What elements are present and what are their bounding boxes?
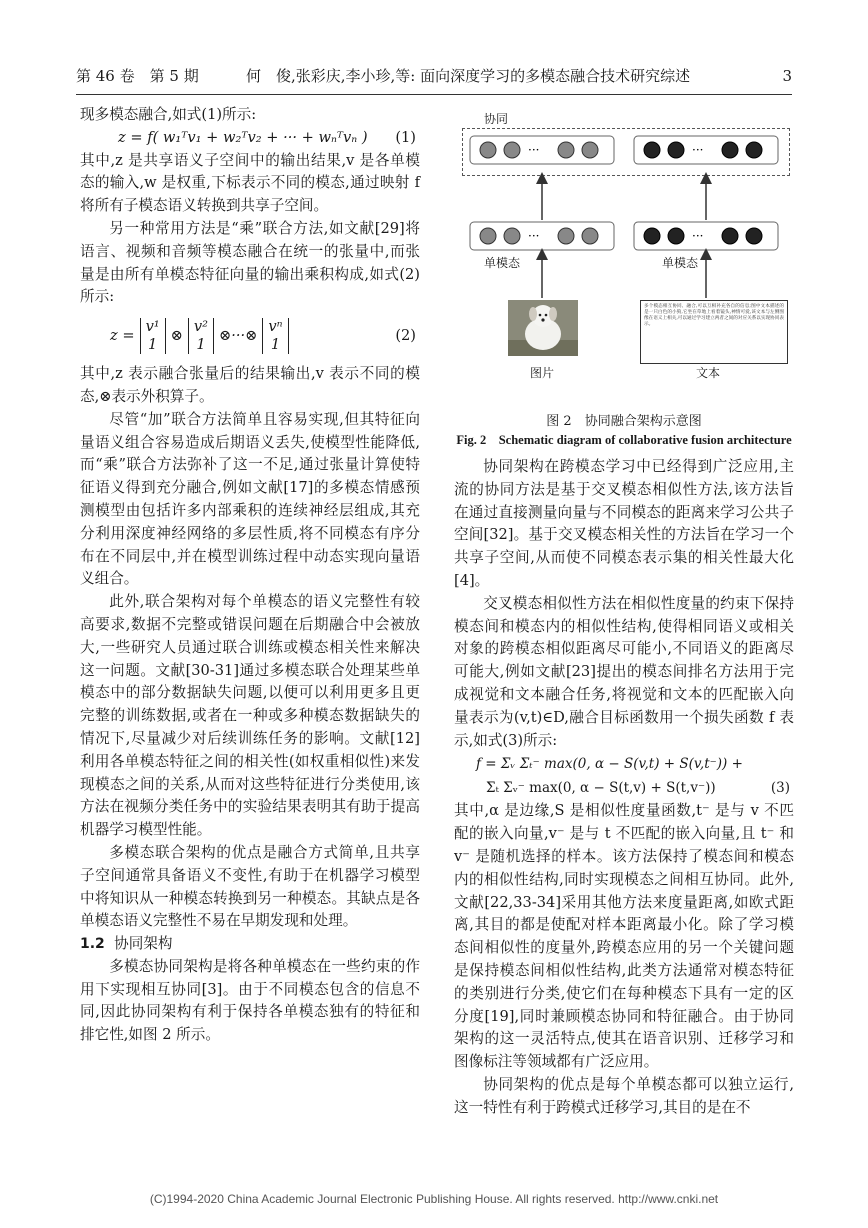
- paragraph: 其中,z 表示融合张量后的结果输出,v 表示不同的模态,⊗表示外积算子。: [80, 365, 420, 405]
- paragraph: 另一种常用方法是“乘”联合方法,如文献[29]将语言、视频和音频等模态融合在统一的张量中,而张量是由所有单模态特征向量的输出乘积构成,如式(2)所示:: [80, 219, 420, 306]
- figure-label-text: 文本: [696, 366, 721, 380]
- equation-2: [80, 309, 420, 363]
- matrix-entry: vⁿ: [268, 318, 283, 336]
- paragraph: 协同架构的优点是每个单模态都可以独立运行,这一特性有利于跨模式迁移学习,其目的是在不: [454, 1075, 794, 1116]
- matrix-entry: 1: [196, 336, 206, 354]
- equation-line-2: [454, 776, 794, 800]
- copyright-footer: (C)1994-2020 China Academic Journal Electronic Publishing House. All rights reserved. http://www.cnki.net: [149, 1192, 719, 1206]
- figure-label-unimodal-left: 单模态: [484, 256, 521, 270]
- section-heading: [80, 933, 420, 956]
- figure-label-image: 图片: [530, 366, 555, 380]
- paragraph: 多模态协同架构是将各种单模态在一些约束的作用下实现相互协同[3]。由于不同模态包含的信息不同,因此协同架构有利于保持各单模态独有的特征和排它性,如图 2 所示。: [80, 957, 420, 1044]
- equation-line: f = Σᵥ Σₜ⁻ max(0, α − S(v,t) + S(v,t⁻)) +: [476, 756, 743, 773]
- section-number: 1.2: [80, 936, 105, 953]
- matrix-entry: 1: [270, 336, 281, 354]
- paragraph: 协同架构在跨模态学习中已经得到广泛应用,主流的协同方法是基于交叉模态相似性方法,该方法旨在通过直接测量向量与不同模态的距离来学习公共子空间[32]。基于交叉模态相关性的方法旨在学习一个共享子空间,从而使不同模态表示集的相关性最大化[4]。: [454, 458, 794, 589]
- matrix: [140, 318, 166, 354]
- figure-caption-en: Fig. 2 Schematic diagram of collaborative fusion architecture: [456, 433, 792, 447]
- header-rule: [76, 94, 792, 95]
- matrix-entry: v²: [193, 318, 209, 336]
- equation-number: (1): [395, 128, 416, 146]
- paragraph: 现多模态融合,如式(1)所示:: [80, 106, 257, 123]
- outer-product-operator: ⊗···⊗: [219, 326, 258, 344]
- running-header: [76, 64, 792, 88]
- paragraph: 交叉模态相似性方法在相似性度量的约束下保持模态间和模态内的相似性结构,使得相同语义或相关对象的跨模态相似距离尽可能小,不同语义的距离尽可能大,例如文献[23]提出的模态间排名方法用于完成视觉和文本融合任务,将视觉和文本的匹配嵌入向量表示为(v,t)∈D,融合目标函数用一个损失函数 f 表示,如式(3)所示:: [454, 594, 794, 749]
- figure-caption-cn: 图 2 协同融合架构示意图: [546, 414, 702, 429]
- figure-2: [454, 108, 794, 408]
- ellipsis-icon: ···: [528, 229, 540, 243]
- figure-label-unimodal-right: 单模态: [662, 256, 699, 270]
- paragraph: 此外,联合架构对每个单模态的语义完整性有较高要求,数据不完整或错误问题在后期融合中会被放大,一些研究人员通过联合训练或模态相关性来解决这一问题。文献[30-31]通过多模态联合处理某些单模态中的部分数据缺失问题,以便可以利用更多且更完整的训练数据,或者在一种或多种模态数据缺失的情况下,尽量减少对后续训练任务的影响。文献[12]利用各单模态特征之间的相关性(如权重相似性)来发现模态之间的关系,从而对这些特征进行分类使用,该方法在视频分类任务中的实验结果表明其有助于提高机器学习模型性能。: [80, 593, 420, 839]
- paragraph: 其中,z 是共享语义子空间中的输出结果,v 是各单模态的输入,w 是权重,下标表示不同的模态,通过映射 f 将所有子模态语义转换到共享子空间。: [80, 151, 420, 215]
- right-column: [454, 104, 794, 1120]
- ellipsis-icon: ···: [528, 143, 540, 157]
- figure-label-collab: 协同: [484, 112, 509, 126]
- equation-number: (3): [770, 780, 790, 797]
- matrix-entry: v¹: [145, 318, 160, 336]
- equation-3: [454, 752, 794, 800]
- header-authors-title: 何 俊,张彩庆,李小珍,等: 面向深度学习的多模态融合技术研究综述: [246, 67, 691, 85]
- paragraph: 多模态联合架构的优点是融合方式简单,且共享子空间通常具备语义不变性,有助于在机器学习模型中将知识从一种模态转换到另一种模态。其缺点是各单模态语义完整性不易在早期发现和处理。: [80, 843, 420, 930]
- ellipsis-icon: ···: [692, 229, 704, 243]
- page-number: 3: [782, 67, 792, 85]
- matrix: [262, 318, 288, 354]
- equation-lhs: z =: [110, 326, 135, 344]
- equation-1: [80, 127, 420, 150]
- matrix-entry: 1: [147, 336, 158, 354]
- matrix: [188, 318, 214, 354]
- paragraph: 其中,α 是边缘,S 是相似性度量函数,t⁻ 是与 v 不匹配的嵌入向量,v⁻ 是与 t 不匹配的嵌入向量,且 t⁻ 和 v⁻ 是随机选择的样本。该方法保持了模态间和模态内的相似性结构,同时实现模态之间相互协同。此外,文献[22,33-34]采用其他方法来度量距离,如欧式距离,其目的都是使配对样本距离最小化。除了学习模态间相似性的度量外,跨模态应用的另一个关键问题是保持模态间相似性结构,此类方法通常对模态特征的类别进行分类,使它们在每种模态下具有一定的区分度[19],同时兼顾模态协同和特征融合。由于协同架构的这一灵活特点,使其在语音识别、迁移学习和图像标注等领域都有广泛应用。: [454, 802, 794, 1071]
- paragraph: 尽管“加”联合方法简单且容易实现,但其特征向量语义组合容易造成后期语义丢失,使模型性能降低,而“乘”联合方法弥补了这一不足,通过张量计算使特征语义得到充分融合,例如文献[17]的多模态情感预测模型由包括许多内部乘积的连续神经层组成,其充分利用深度神经网络的多层性质,将不同模态有序分布在不同层中,并在模型训练过程中动态实现向量语义组合。: [80, 410, 420, 588]
- puppy-image: [508, 300, 578, 356]
- text-sample-card: 多个模态相互协同、融合,可以互相补充各自的信息;图中文本描述的是一只白色的小狗,它坐在草地上看着镜头,神情可爱,该文本与左侧图像在语义上相关,可以通过学习建立两者之间的对应关系以实现协同表示。: [640, 300, 788, 364]
- left-column: [80, 104, 420, 1047]
- equation-line: Σₜ Σᵥ⁻ max(0, α − S(t,v) + S(t,v⁻)): [486, 780, 716, 797]
- ellipsis-icon: ···: [692, 143, 704, 157]
- outer-product-operator: ⊗: [170, 326, 183, 344]
- equation-number: (2): [395, 326, 416, 344]
- journal-volume: 第 46 卷 第 5 期: [76, 67, 199, 85]
- section-title: 协同架构: [114, 935, 173, 953]
- equation-body: z = f( w₁ᵀv₁ + w₂ᵀv₂ + ··· + wₙᵀvₙ ): [118, 128, 368, 146]
